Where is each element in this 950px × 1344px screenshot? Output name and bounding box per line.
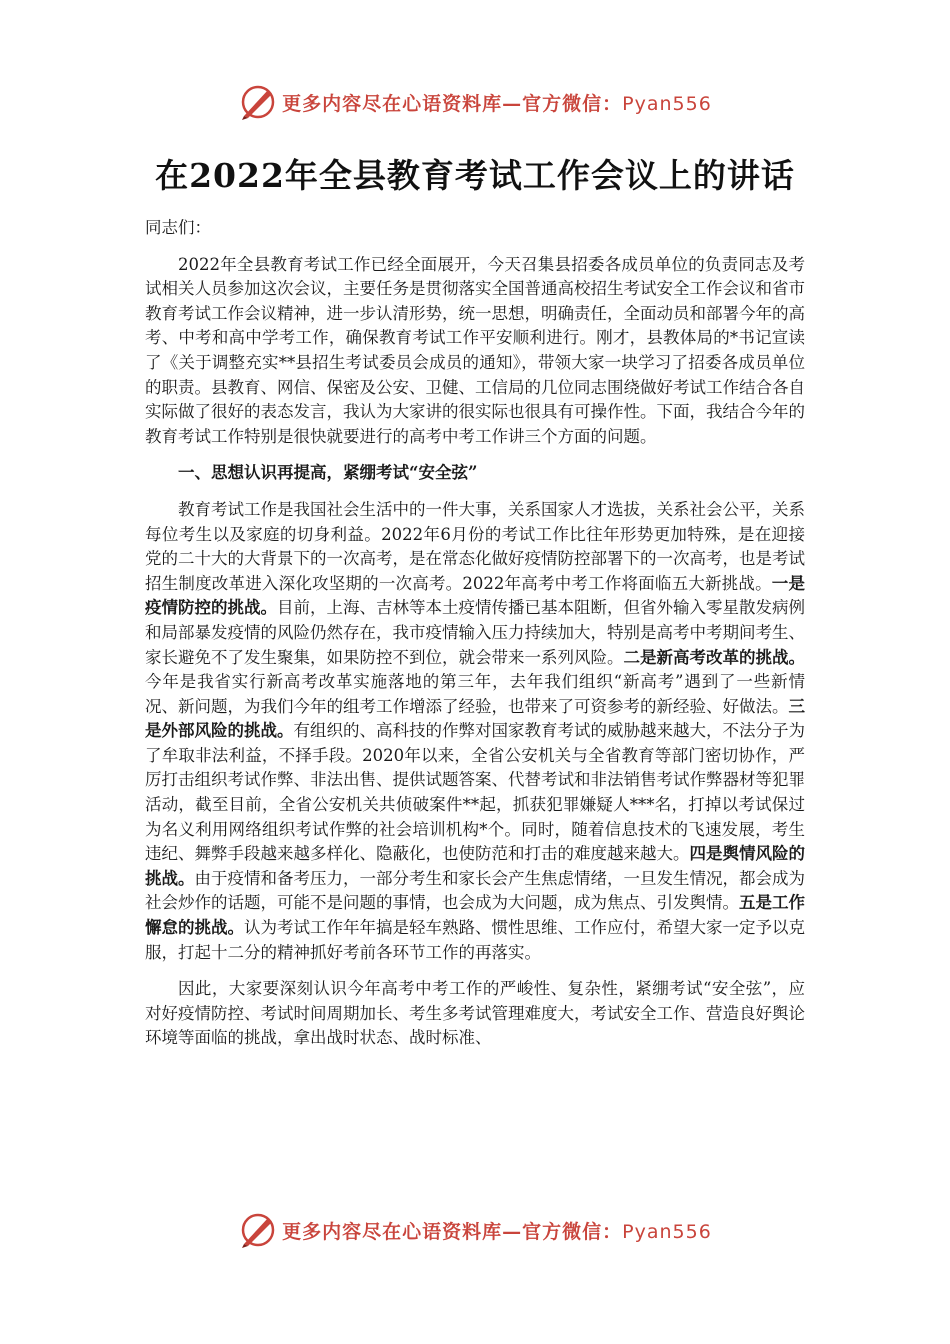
header-banner <box>0 82 950 122</box>
banner-text: 更多内容尽在心语资料库—官方微信：Pyan556 <box>282 92 712 115</box>
pen-logo-icon <box>238 82 278 122</box>
document-body <box>145 190 805 1051</box>
paragraph-3: 因此，大家要深刻认识今年高考中考工作的严峻性、复杂性，紧绷考试“安全弦”，应对好疫情防控、考试时间周期加长、考生多考试管理难度大，考试安全工作、营造良好舆论环境等面临的挑战，拿出战时状态、战时标准、 <box>145 979 805 1048</box>
section-heading-1: 一、思想认识再提高，紧绷考试“安全弦” <box>178 463 478 483</box>
paragraph-1: 2022年全县教育考试工作已经全面展开，今天召集县招委各成员单位的负责同志及考试相关人员参加这次会议，主要任务是贯彻落实全国普通高校招生考试安全工作会议和省市教育考试工作会议精神，进一步认清形势，统一思想，明确责任，全面动员和部署今年的高考、中考和高中学考工作，确保教育考试工作平安顺利进行。刚才，县教体局的*书记宣读了《关于调整充实**县招生考试委员会成员的通知》，带领大家一块学习了招委各成员单位的职责。县教育、网信、保密及公安、卫健、工信局的几位同志围绕做好考试工作结合各自实际做了很好的表态发言，我认为大家讲的很实际也很具有可操作性。下面，我结合今年的教育考试工作特别是很快就要进行的高考中考工作讲三个方面的问题。 <box>145 254 805 446</box>
page-title: 在2022年全县教育考试工作会议上的讲话 <box>155 156 795 195</box>
salutation: 同志们： <box>145 218 211 237</box>
pen-logo-icon <box>238 1210 278 1250</box>
banner-text: 更多内容尽在心语资料库—官方微信：Pyan556 <box>282 1220 712 1243</box>
paragraph-2: 教育考试工作是我国社会生活中的一件大事，关系国家人才选拔，关系社会公平，关系每位考生以及家庭的切身利益。2022年6月份的考试工作比往年形势更加特殊，是在迎接党的二十大的大背景下的一次高考，是在常态化做好疫情防控部署下的一次高考，也是考试招生制度改革进入深化攻坚期的一次高考。2022年高考中考工作将面临五大新挑战。一是疫情防控的挑战。目前，上海、吉林等本土疫情传播已基本阻断，但省外输入零星散发病例和局部暴发疫情的风险仍然存在，我市疫情输入压力持续加大，特别是高考中考期间考生、家长避免不了发生聚集，如果防控不到位，就会带来一系列风险。二是新高考改革的挑战。今年是我省实行新高考改革实施落地的第三年，去年我们组织“新高考”遇到了一些新情况、新问题，为我们今年的组考工作增添了经验，也带来了可资参考的新经验、好做法。三是外部风险的挑战。有组织的、高科技的作弊对国家教育考试的威胁越来越大，不法分子为了牟取非法利益，不择手段。2020年以来，全省公安机关与全省教育等部门密切协作，严厉打击组织考试作弊、非法出售、提供试题答案、代替考试和非法销售考试作弊器材等犯罪活动，截至目前，全省公安机关共侦破案件**起，抓获犯罪嫌疑人***名，打掉以考试保过为名义利用网络组织考试作弊的社会培训机构*个。同时，随着信息技术的飞速发展，考生违纪、舞弊手段越来越多样化、隐蔽化，也使防范和打击的难度越来越大。四是舆情风险的挑战。由于疫情和备考压力，一部分考生和家长会产生焦虑情绪，一旦发生情况，都会成为社会炒作的话题，可能不是问题的事情，也会成为大问题，成为焦点、引发舆情。五是工作懈怠的挑战。认为考试工作年年搞是轻车熟路、惯性思维、工作应付，希望大家一定予以克服，打起十二分的精神抓好考前各环节工作的再落实。 <box>145 499 805 962</box>
footer-banner <box>0 1210 950 1250</box>
